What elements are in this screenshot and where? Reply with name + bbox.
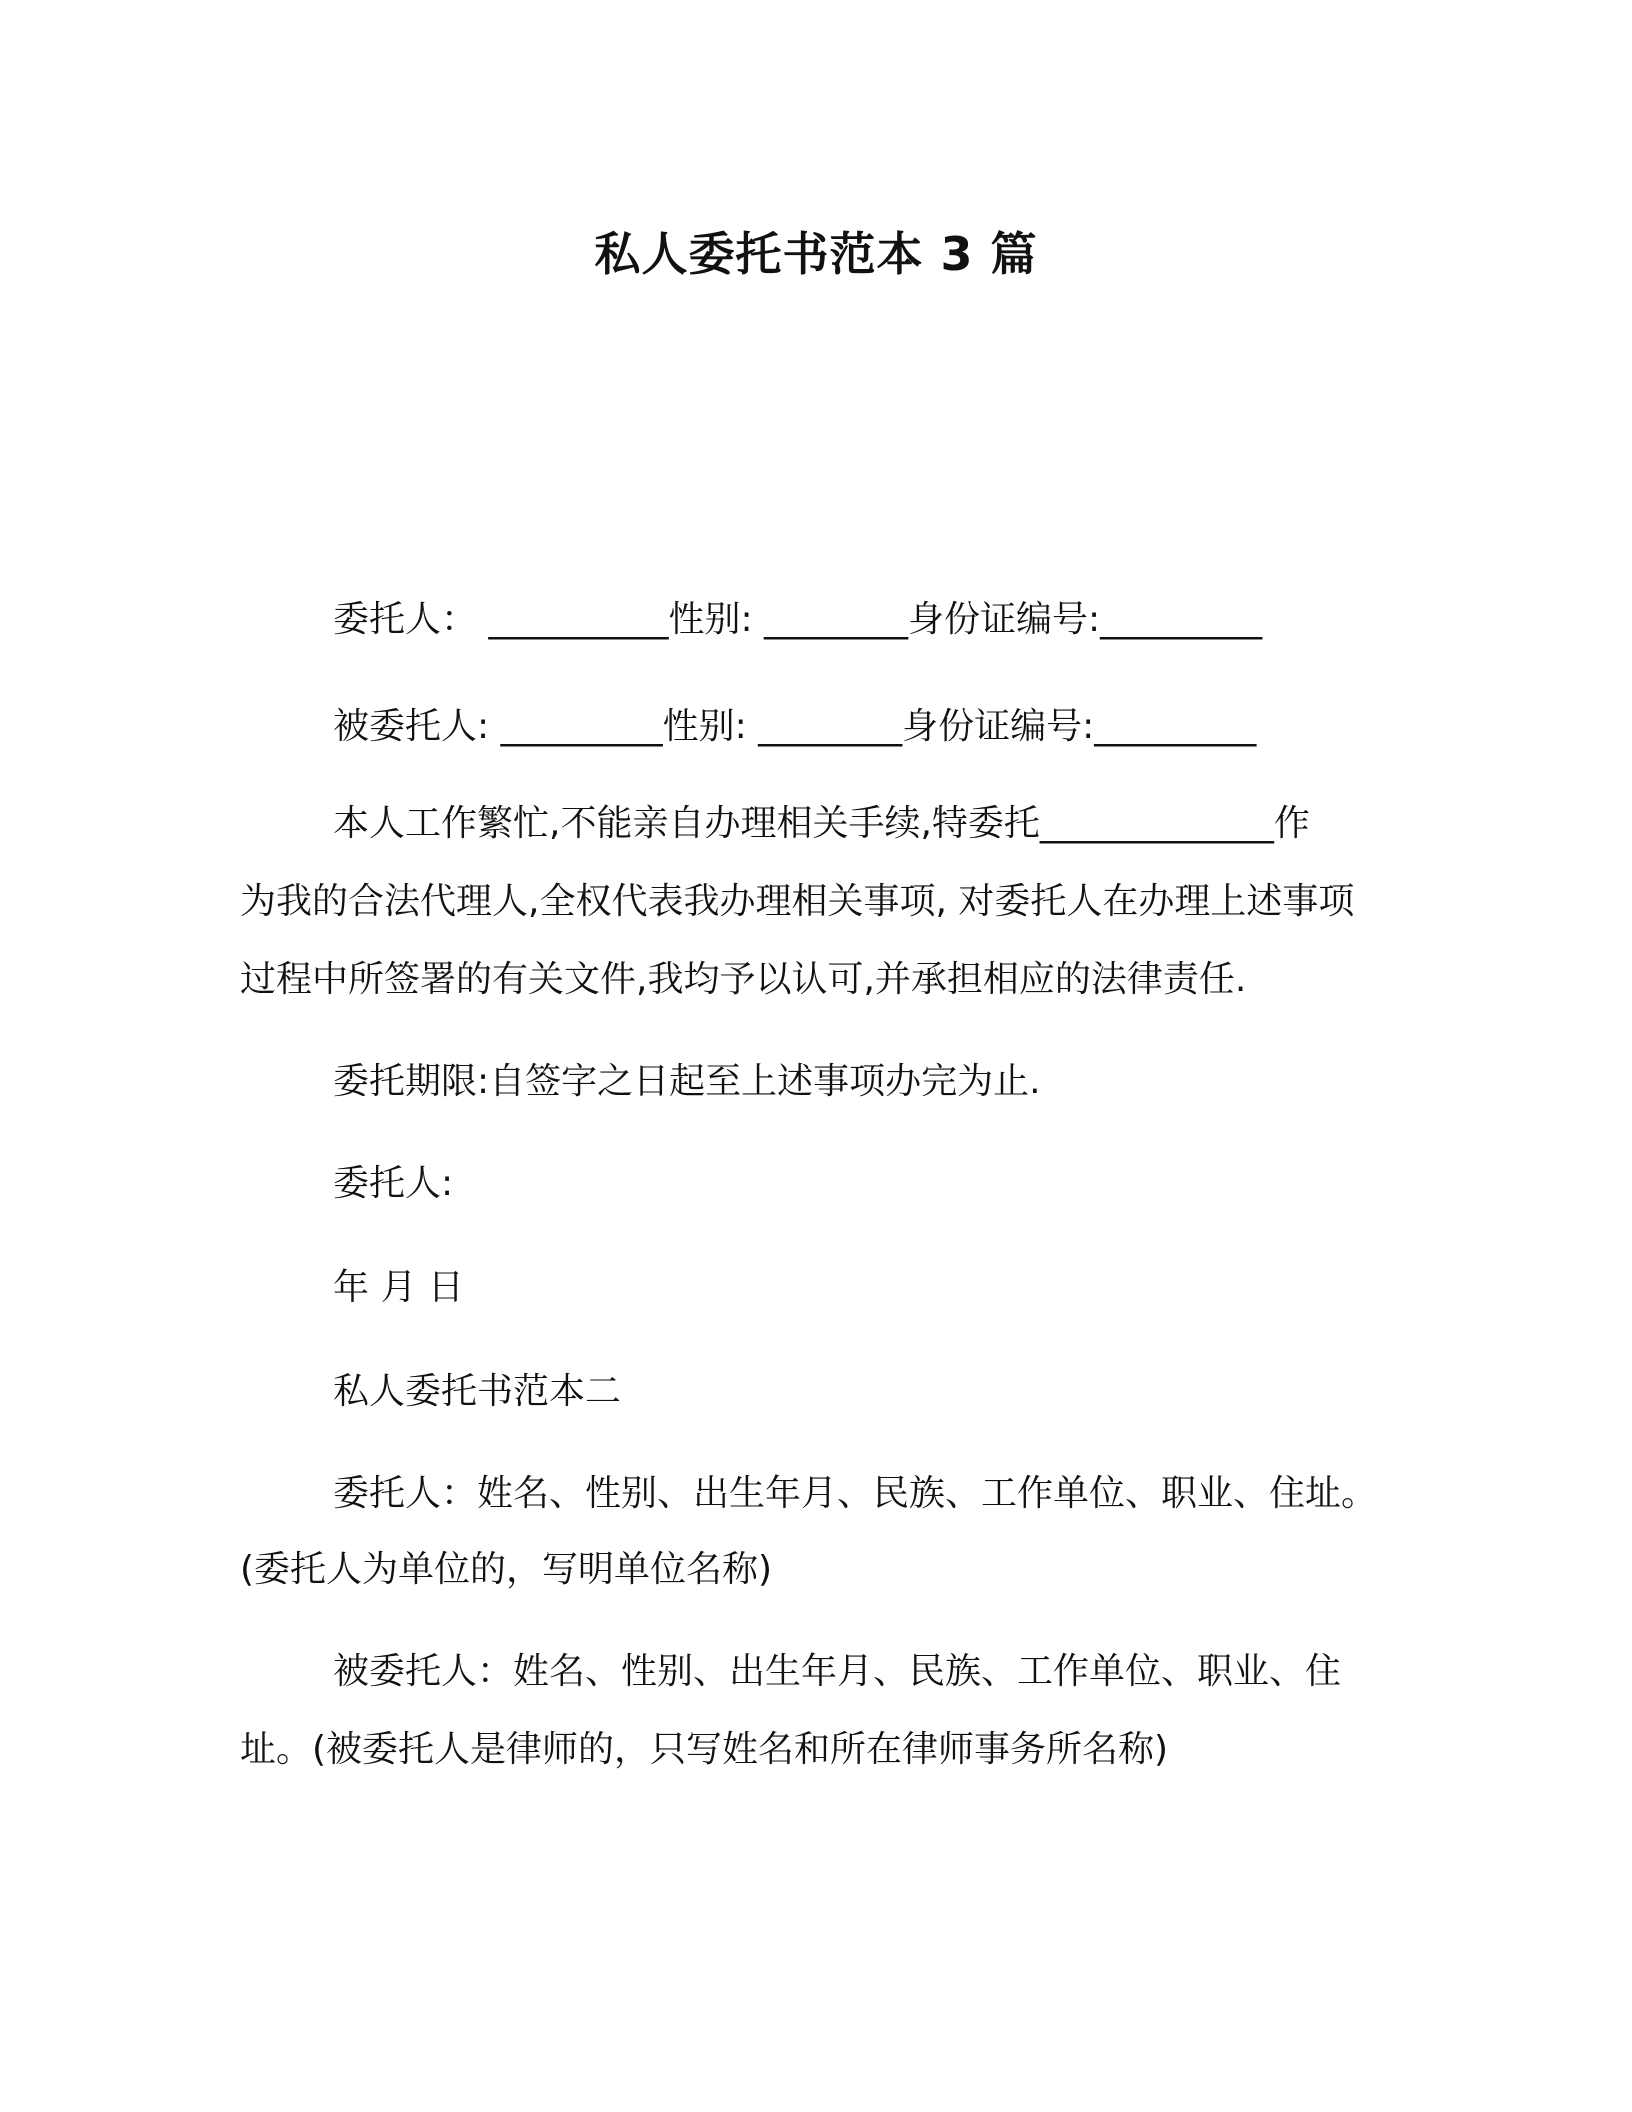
signature-principal-line: 委托人: [333, 1163, 454, 1204]
agent-fields-line-2: 址。(被委托人是律师的，只写姓名和所在律师事务所名称) [240, 1729, 1169, 1770]
agent-fields-line-1: 被委托人：姓名、性别、出生年月、民族、工作单位、职业、住 [333, 1651, 1342, 1692]
principal-fields-line-2: (委托人为单位的，写明单位名称) [240, 1549, 773, 1590]
principal-fields-line-1: 委托人：姓名、性别、出生年月、民族、工作单位、职业、住址。 [333, 1473, 1378, 1514]
section-heading-sample-two: 私人委托书范本二 [333, 1371, 622, 1412]
term-line: 委托期限:自签字之日起至上述事项办完为止. [333, 1061, 1041, 1102]
document-title: 私人委托书范本 3 篇 [594, 227, 1038, 281]
body-paragraph-line-3: 过程中所签署的有关文件,我均予以认可,并承担相应的法律责任. [240, 959, 1247, 1000]
date-line: 年 月 日 [333, 1267, 464, 1308]
principal-info-line: 委托人： __________性别: ________身份证编号:_________ [333, 599, 1263, 640]
body-paragraph-line-1: 本人工作繁忙,不能亲自办理相关手续,特委托_____________作 [333, 803, 1310, 844]
body-paragraph-line-2: 为我的合法代理人,全权代表我办理相关事项, 对委托人在办理上述事项 [240, 881, 1355, 922]
agent-info-line: 被委托人: _________性别: ________身份证编号:_________ [333, 706, 1257, 747]
